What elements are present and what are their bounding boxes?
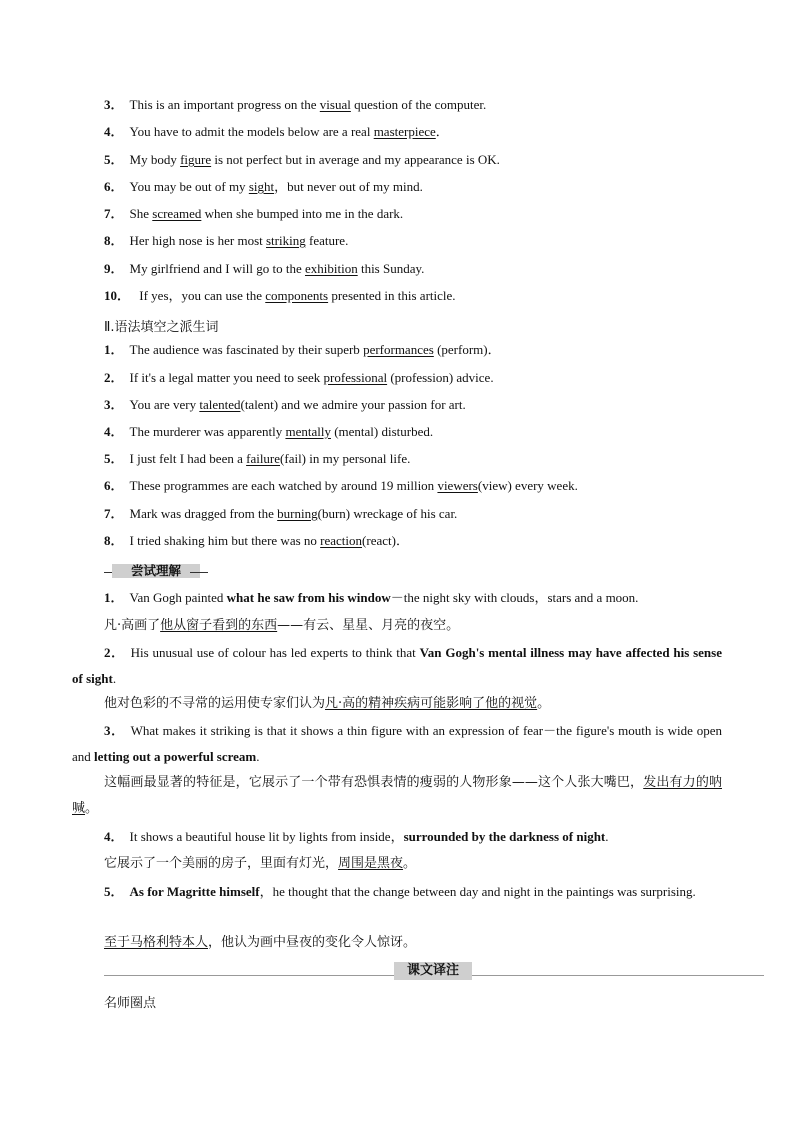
try-item-en: 1． Van Gogh painted what he saw from his window－the night sky with clouds，stars and a moon. xyxy=(104,590,639,605)
answer: masterpiece xyxy=(373,124,436,139)
vocab-item: 9． My girlfriend and I will go to the exhibition this Sunday. xyxy=(104,261,425,276)
vocab-item: 10． If yes，you can use the components presented in this article. xyxy=(104,288,456,303)
vocab-item: 7． She screamed when she bumped into me in the dark. xyxy=(104,206,404,221)
item-number: 6． xyxy=(104,179,124,194)
answer: components xyxy=(265,288,329,303)
item-number: 5． xyxy=(104,152,124,167)
derivative-item: 4． The murderer was apparently mentally (mental) disturbed. xyxy=(104,424,434,439)
derivative-item: 3． You are very talented(talent) and we admire your passion for art. xyxy=(104,397,466,412)
try-item-en: 2． His unusual use of colour has led experts to think that Van Gogh's mental illness may have affected his sense of sight. xyxy=(72,645,722,686)
item-number: 4． xyxy=(104,124,124,139)
try-item-en: 3． What makes it striking is that it shows a thin figure with an expression of fear－the figure's mouth is wide open and letting out a powerful scream. xyxy=(72,723,722,764)
try-item-cn: 它展示了一个美丽的房子，里面有灯光，周围是黑夜。 xyxy=(104,856,417,871)
derivative-item: 1． The audience was fascinated by their superb performances (perform)． xyxy=(104,342,501,357)
vocab-item: 5． My body figure is not perfect but in average and my appearance is OK. xyxy=(104,152,500,167)
try-item-en: 4． It shows a beautiful house lit by lights from inside，surrounded by the darkness of night. xyxy=(104,829,609,844)
try-item-cn: 这幅画最显著的特征是，它展示了一个带有恐惧表情的瘦弱的人物形象——这个人张大嘴巴，发出有力的呐喊。 xyxy=(72,775,722,816)
section-tag-label: 尝试理解 xyxy=(130,563,181,578)
vocab-item: 3． This is an important progress on the visual question of the computer. xyxy=(104,97,487,112)
vocab-item: 4． You have to admit the models below are a real masterpiece． xyxy=(104,124,449,139)
item-number: 10． xyxy=(104,288,131,303)
derivative-item: 7． Mark was dragged from the burning(burn) wreckage of his car. xyxy=(104,506,458,521)
answer: screamed xyxy=(152,206,202,221)
footer-label: 名师圈点 xyxy=(104,996,157,1011)
derivative-item: 5． I just felt I had been a failure(fail) in my personal life. xyxy=(104,451,411,466)
item-number: 8． xyxy=(104,233,124,248)
answer: visual xyxy=(319,97,351,112)
vocab-item: 8． Her high nose is her most striking feature. xyxy=(104,233,349,248)
answer: mentally xyxy=(285,424,331,439)
derivative-item: 2． If it's a legal matter you need to seek professional (profession) advice. xyxy=(104,370,494,385)
answer: exhibition xyxy=(304,261,358,276)
item-number: 7． xyxy=(104,206,124,221)
item-number: 9． xyxy=(104,261,124,276)
answer: viewers xyxy=(437,478,478,493)
answer: burning xyxy=(277,506,318,521)
section-title: Ⅱ.语法填空之派生词 xyxy=(104,320,219,335)
answer: professional xyxy=(323,370,388,385)
answer: figure xyxy=(180,152,212,167)
derivative-item: 8． I tried shaking him but there was no reaction(react)． xyxy=(104,533,409,548)
answer: sight xyxy=(248,179,275,194)
try-item-cn: 至于马格利特本人，他认为画中昼夜的变化令人惊讶。 xyxy=(104,935,417,950)
answer: talented xyxy=(199,397,241,412)
answer: striking xyxy=(266,233,306,248)
derivative-item: 6． These programmes are each watched by around 19 million viewers(view) every week. xyxy=(104,478,578,493)
answer: performances xyxy=(363,342,434,357)
try-item-en: 5． As for Magritte himself，he thought that the change between day and night in the paintings was surprising. xyxy=(104,884,696,899)
translation-header: 课文译注 xyxy=(394,962,472,980)
item-number: 3． xyxy=(104,97,124,112)
try-item-cn: 他对色彩的不寻常的运用使专家们认为凡·高的精神疾病可能影响了他的视觉。 xyxy=(104,696,551,711)
try-item-cn: 凡·高画了他从窗子看到的东西——有云、星星、月亮的夜空。 xyxy=(104,618,460,633)
section-tag xyxy=(104,562,208,580)
vocab-item: 6． You may be out of my sight，but never out of my mind. xyxy=(104,179,423,194)
answer: failure xyxy=(246,451,281,466)
answer: reaction xyxy=(320,533,363,548)
